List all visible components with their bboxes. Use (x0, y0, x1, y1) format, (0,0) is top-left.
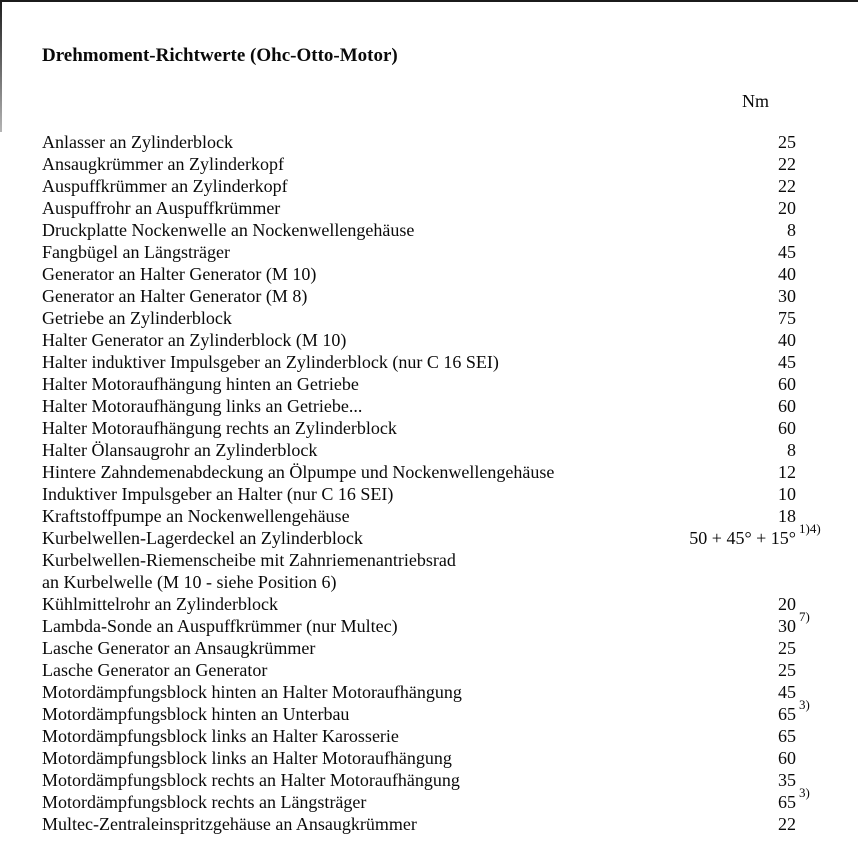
table-row (42, 131, 796, 153)
table-row (42, 747, 796, 769)
table-row (42, 593, 796, 615)
row-value: 8 (787, 440, 796, 460)
table-row (42, 483, 796, 505)
table-row (42, 175, 796, 197)
row-label: Lasche Generator an Ansaugkrümmer (42, 638, 316, 658)
row-value: 65 3) (778, 697, 810, 724)
table-row (42, 571, 796, 593)
row-label: Hintere Zahndemenabdeckung an Ölpumpe und Nockenwellengehäuse (42, 462, 555, 482)
row-value: 25 (778, 660, 796, 680)
table-row (42, 813, 796, 835)
row-label: Generator an Halter Generator (M 8) (42, 286, 308, 306)
row-value: 8 (787, 220, 796, 240)
row-value: 25 (778, 132, 796, 152)
row-label: Kraftstoffpumpe an Nockenwellengehäuse (42, 506, 350, 526)
row-label: Lasche Generator an Generator (42, 660, 268, 680)
row-value: 20 (778, 594, 796, 614)
row-value: 60 (778, 396, 796, 416)
table-row (42, 329, 796, 351)
row-value: 18 (778, 506, 796, 526)
row-value: 30 7) (778, 609, 810, 636)
table-row (42, 395, 796, 417)
row-label: Halter induktiver Impulsgeber an Zylinderblock (nur C 16 SEI) (42, 352, 499, 372)
row-label: Halter Ölansaugrohr an Zylinderblock (42, 440, 318, 460)
row-label: Druckplatte Nockenwelle an Nockenwellengehäuse (42, 220, 415, 240)
row-value: 40 (778, 330, 796, 350)
row-label: Lambda-Sonde an Auspuffkrümmer (nur Multec) (42, 616, 398, 636)
row-value: 25 (778, 638, 796, 658)
row-label: Halter Motoraufhängung hinten an Getriebe (42, 374, 359, 394)
row-value: 22 (778, 154, 796, 174)
row-label: Multec-Zentraleinspritzgehäuse an Ansaugkrümmer (42, 814, 417, 834)
table-row (42, 241, 796, 263)
table-row (42, 681, 796, 703)
row-value: 60 (778, 418, 796, 438)
row-label: Motordämpfungsblock rechts an Längsträger (42, 792, 367, 812)
table-row (42, 549, 796, 571)
table-row (42, 697, 810, 725)
table-row (42, 351, 796, 373)
table-row (42, 659, 796, 681)
row-value: 22 (778, 176, 796, 196)
table-row (42, 307, 796, 329)
page-title: Drehmoment-Richtwerte (Ohc-Otto-Motor) (42, 45, 398, 66)
torque-table (42, 131, 821, 835)
table-row (42, 153, 796, 175)
row-value: 10 (778, 484, 796, 504)
table-row (42, 417, 796, 439)
row-label: Kurbelwellen-Riemenscheibe mit Zahnriemenantriebsrad (42, 550, 456, 570)
table-row (42, 725, 796, 747)
row-label: Auspuffrohr an Auspuffkrümmer (42, 198, 281, 218)
row-label: Ansaugkrümmer an Zylinderkopf (42, 154, 284, 174)
row-label: Motordämpfungsblock links an Halter Karosserie (42, 726, 399, 746)
row-value: 50 + 45° + 15° 1)4) (689, 521, 821, 548)
row-label: Getriebe an Zylinderblock (42, 308, 232, 328)
table-row (42, 521, 821, 549)
row-value: 40 (778, 264, 796, 284)
row-value: 45 (778, 682, 796, 702)
row-value: 30 (778, 286, 796, 306)
row-value: 60 (778, 374, 796, 394)
row-footnote-marker: 7) (799, 609, 810, 624)
row-value: 65 (778, 726, 796, 746)
table-row (42, 769, 796, 791)
row-value: 22 (778, 814, 796, 834)
unit-column-header: Nm (742, 91, 769, 111)
table-row (42, 505, 796, 527)
table-row (42, 609, 810, 637)
table-row (42, 197, 796, 219)
row-label: Halter Motoraufhängung links an Getriebe... (42, 396, 363, 416)
row-value: 60 (778, 748, 796, 768)
page-top-border (0, 0, 858, 2)
row-label: an Kurbelwelle (M 10 - siehe Position 6) (42, 572, 337, 592)
row-footnote-marker: 3) (799, 785, 810, 800)
row-value: 12 (778, 462, 796, 482)
page-left-border (0, 0, 2, 132)
row-value: 20 (778, 198, 796, 218)
row-label: Halter Generator an Zylinderblock (M 10) (42, 330, 347, 350)
row-label: Motordämpfungsblock hinten an Halter Motoraufhängung (42, 682, 462, 702)
row-label: Motordämpfungsblock rechts an Halter Motoraufhängung (42, 770, 460, 790)
table-row (42, 219, 796, 241)
row-footnote-marker: 3) (799, 697, 810, 712)
row-value: 65 3) (778, 785, 810, 812)
row-value: 75 (778, 308, 796, 328)
row-label: Anlasser an Zylinderblock (42, 132, 233, 152)
row-value: 45 (778, 242, 796, 262)
table-row (42, 263, 796, 285)
row-label: Motordämpfungsblock links an Halter Motoraufhängung (42, 748, 452, 768)
table-row (42, 439, 796, 461)
row-label: Motordämpfungsblock hinten an Unterbau (42, 704, 350, 724)
row-value: 45 (778, 352, 796, 372)
table-row (42, 285, 796, 307)
row-label: Halter Motoraufhängung rechts an Zylinderblock (42, 418, 397, 438)
table-row (42, 373, 796, 395)
row-label: Generator an Halter Generator (M 10) (42, 264, 317, 284)
row-label: Auspuffkrümmer an Zylinderkopf (42, 176, 288, 196)
row-label: Kühlmittelrohr an Zylinderblock (42, 594, 278, 614)
row-label: Induktiver Impulsgeber an Halter (nur C 16 SEI) (42, 484, 394, 504)
table-row (42, 461, 796, 483)
table-row (42, 785, 810, 813)
row-label: Kurbelwellen-Lagerdeckel an Zylinderblock (42, 528, 363, 548)
row-label: Fangbügel an Längsträger (42, 242, 230, 262)
table-row (42, 637, 796, 659)
row-footnote-marker: 1)4) (799, 521, 821, 536)
row-value: 35 (778, 770, 796, 790)
